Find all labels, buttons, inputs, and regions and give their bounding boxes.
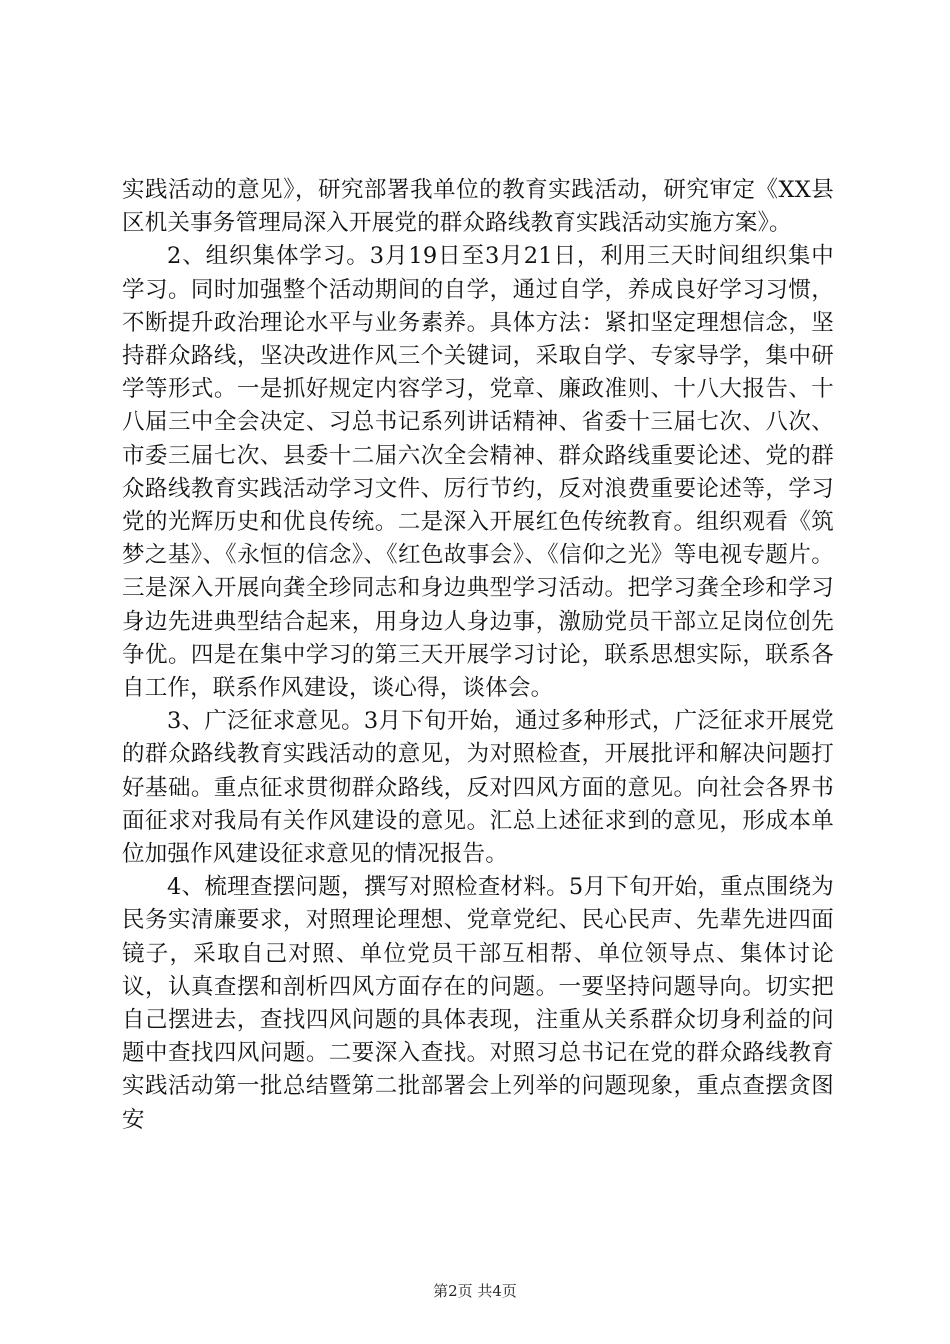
paragraph-4: 4、梳理查摆问题，撰写对照检查材料。5月下旬开始，重点围绕为民务实清廉要求，对照理论理想、党章党纪、民心民声、先辈先进四面镜子，采取自己对照、单位党员干部互相帮、单位领导点、集体讨论议，认真查摆和剖析四风方面存在的问题。一要坚持问题导向。切实把自己摆进去，查找四风问题的具体表现，注重从关系群众切身利益的问题中查找四风问题。二要深入查找。对照习总书记在党的群众路线教育实践活动第一批总结暨第二批部署会上列举的问题现象，重点查摆贪图安 xyxy=(122,874,834,1133)
document-body xyxy=(122,174,834,1137)
paragraph-1: 实践活动的意见》，研究部署我单位的教育实践活动，研究审定《XX县区机关事务管理局深入开展党的群众路线教育实践活动实施方案》。 xyxy=(122,177,834,237)
page-number-footer: 第2页 共4页 xyxy=(433,1282,517,1300)
paragraph-3: 3、广泛征求意见。3月下旬开始，通过多种形式，广泛征求开展党的群众路线教育实践活动的意见，为对照检查，开展批评和解决问题打好基础。重点征求贯彻群众路线，反对四风方面的意见。向社会各界书面征求对我局有关作风建设的意见。汇总上述征求到的意见，形成本单位加强作风建设征求意见的情况报告。 xyxy=(122,708,834,868)
paragraph-2: 2、组织集体学习。3月19日至3月21日，利用三天时间组织集中学习。同时加强整个活动期间的自学，通过自学，养成良好学习习惯，不断提升政治理论水平与业务素养。具体方法：紧扣坚定理想信念，坚持群众路线，坚决改进作风三个关键词，采取自学、专家导学，集中研学等形式。一是抓好规定内容学习，党章、廉政准则、十八大报告、十八届三中全会决定、习总书记系列讲话精神、省委十三届七次、八次、市委三届七次、县委十二届六次全会精神、群众路线重要论述、党的群众路线教育实践活动学习文件、厉行节约，反对浪费重要论述等，学习党的光辉历史和优良传统。二是深入开展红色传统教育。组织观看《筑梦之基》、《永恒的信念》、《红色故事会》、《信仰之光》等电视专题片。三是深入开展向龚全珍同志和身边典型学习活动。把学习龚全珍和学习身边先进典型结合起来，用身边人身边事，激励党员干部立足岗位创先争优。四是在集中学习的第三天开展学习讨论，联系思想实际，联系各自工作，联系作风建设，谈心得，谈体会。 xyxy=(122,243,834,702)
